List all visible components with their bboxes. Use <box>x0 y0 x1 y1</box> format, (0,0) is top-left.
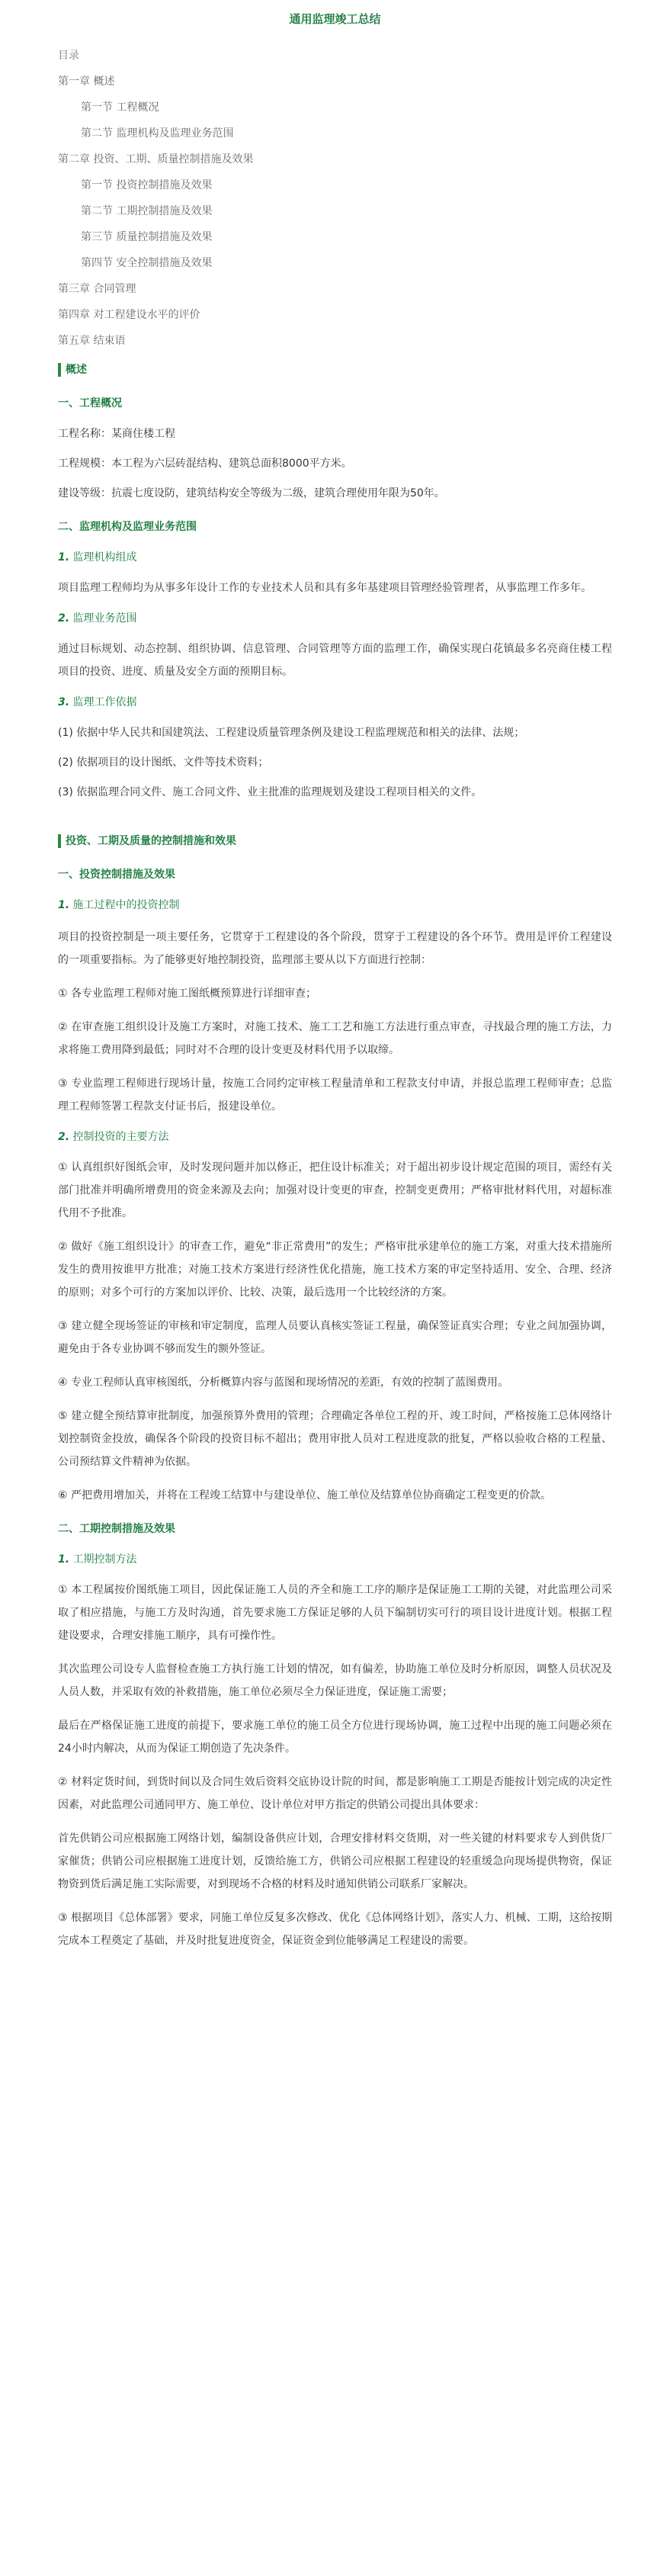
paragraph: 项目的投资控制是一项主要任务，它贯穿于工程建设的各个阶段，贯穿于工程建设的各个环节。费用是评价工程建设的一项重要指标。为了能够更好地控制投资，监理部主要从以下方面进行控制： <box>58 931 612 966</box>
list-item: ③ 专业监理工程师进行现场计量，按施工合同约定审核工程量清单和工程款支付申请，并报总监理工程师审查；总监理工程师签署工程款支付证书后，报建设单位。 <box>58 1078 612 1113</box>
info-line: 建设等级：抗震七度设防，建筑结构安全等级为二级，建筑合理使用年限为50年。 <box>58 487 445 499</box>
toc-item[interactable]: 第二节 工期控制措施及效果 <box>81 205 213 217</box>
toc-item[interactable]: 第一节 工程概况 <box>81 101 159 114</box>
paragraph: 其次监理公司设专人监督检查施工方执行施工计划的情况，如有偏差，协助施工单位及时分析原因，调整人员状况及人员人数，并采取有效的补救措施，施工单位必须尽全力保证进度，保证施工需要； <box>58 1663 612 1698</box>
minor-heading: 2. 控制投资的主要方法 <box>58 1131 169 1143</box>
subsection-heading: 二、工期控制措施及效果 <box>58 1523 175 1535</box>
project-info <box>58 422 612 505</box>
subsection-heading: 二、监理机构及监理业务范围 <box>58 521 197 533</box>
list-item: ① 各专业监理工程师对施工图纸概预算进行详细审查； <box>58 988 316 1000</box>
paragraph: 项目监理工程师均为从事多年设计工作的专业技术人员和具有多年基建项目管理经验管理者，从事监理工作多年。 <box>58 582 591 594</box>
list-item: ④ 专业工程师认真审核图纸，分析概算内容与蓝图和现场情况的差距，有效的控制了蓝图费用。 <box>58 1376 508 1389</box>
minor-heading: 3. 监理工作依据 <box>58 696 137 708</box>
list-item: ③ 建立健全现场签证的审核和审定制度，监理人员要认真核实签证工程量，确保签证真实合理；专业之间加强协调，避免由于各专业协调不够而发生的额外签证。 <box>58 1320 612 1355</box>
list-item: ⑤ 建立健全预结算审批制度，加强预算外费用的管理；合理确定各单位工程的开、竣工时间，严格按施工总体网络计划控制资金投放，确保各个阶段的投资目标不超出；费用审批人员对工程进度款的批复，严格以验收合格的工程量、公司预结算文件精神为依据。 <box>58 1410 612 1468</box>
list-item: ① 本工程属按价图纸施工项目，因此保证施工人员的齐全和施工工序的顺序是保证施工工期的关键，对此监理公司采取了相应措施，与施工方及时沟通，首先要求施工方保证足够的人员下编制切实可行的项目设计进度计划。根据工程建设要求，合理安排施工顺序，具有可操作性。 <box>58 1584 612 1642</box>
toc-item[interactable]: 第五章 结束语 <box>58 335 126 347</box>
toc-item[interactable]: 第四节 安全控制措施及效果 <box>81 257 213 269</box>
list-item: ① 认真组织好图纸会审，及时发现问题并加以修正，把住设计标准关；对于超出初步设计规定范围的项目，需经有关部门批准并明确所增费用的资金来源及去向；加强对设计变更的审查，控制变更费用；严格审批材料代用，对超标准代用不予批准。 <box>58 1161 612 1219</box>
minor-heading: 1. 施工过程中的投资控制 <box>58 899 180 911</box>
minor-heading: 1. 监理机构组成 <box>58 551 137 564</box>
section-heading-control: 投资、工期及质量的控制措施和效果 <box>58 834 612 848</box>
paragraph: 通过目标规划、动态控制、组织协调、信息管理、合同管理等方面的监理工作，确保实现白花镇最多名亮商住楼工程项目的投资、进度、质量及安全方面的预期目标。 <box>58 643 612 678</box>
list-item: (2) 依据项目的设计图纸、文件等技术资料； <box>58 756 269 769</box>
paragraph: 最后在严格保证施工进度的前提下，要求施工单位的施工员全方位进行现场协调，施工过程中出现的施工问题必须在24小时内解决，从而为保证工期创造了先决条件。 <box>58 1720 612 1755</box>
minor-heading: 2. 监理业务范围 <box>58 612 137 625</box>
list-item: ⑥ 严把费用增加关，并将在工程竣工结算中与建设单位、施工单位及结算单位协商确定工程变更的价款。 <box>58 1489 551 1502</box>
info-line: 工程规模：本工程为六层砖混结构、建筑总面积8000平方米。 <box>58 458 352 470</box>
paragraph: 首先供销公司应根据施工网络计划，编制设备供应计划，合理安排材料交货期，对一些关键的材料要求专人到供货厂家催货；供销公司应根据施工进度计划，反馈给施工方，供销公司应根据工程建设的轻重缓急向现场提供物资，保证物资到货后满足施工实际需要，对到现场不合格的材料及时通知供销公司联系厂家解决。 <box>58 1832 612 1890</box>
list-item: ② 材料定货时间，到货时间以及合同生效后资料交底协设计院的时间，都是影响施工工期是否能按计划完成的决定性因素，对此监理公司通同甲方、施工单位、设计单位对甲方指定的供销公司提出具体要求： <box>58 1776 612 1811</box>
subsection-heading: 一、工程概况 <box>58 397 122 410</box>
subsection-heading: 一、投资控制措施及效果 <box>58 869 175 881</box>
list-item: (1) 依据中华人民共和国建筑法、工程建设质量管理条例及建设工程监理规范和相关的法律、法规； <box>58 727 525 739</box>
basis-list <box>58 721 612 804</box>
list-item: ② 在审查施工组织设计及施工方案时，对施工技术、施工工艺和施工方法进行重点审查，寻找最合理的施工方法，力求将施工费用降到最低；同时对不合理的设计变更及材料代用予以取缔。 <box>58 1021 612 1056</box>
list-item: ② 做好《施工组织设计》的审查工作，避免“非正常费用”的发生；严格审批承建单位的施工方案，对重大技术措施所发生的费用按谁甲方批准；对施工技术方案进行经济性优化措施，施工技术方案的审定坚持适用、安全、合理、经济的原则；对多个可行的方案加以评价、比较、决策，最后选用一个比较经济的方案。 <box>58 1241 612 1299</box>
toc-item[interactable]: 第一节 投资控制措施及效果 <box>81 179 213 191</box>
section-heading-overview: 概述 <box>58 363 612 377</box>
list-item: ③ 根据项目《总体部署》要求，同施工单位反复多次修改、优化《总体网络计划》，落实人力、机械、工期，这给按期完成本工程奠定了基础，并及时批复进度资金，保证资金到位能够满足工程建设的需要。 <box>58 1912 612 1947</box>
list-item: (3) 依据监理合同文件、施工合同文件、业主批准的监理规划及建设工程项目相关的文件。 <box>58 786 482 798</box>
toc-item[interactable]: 第二章 投资、工期、质量控制措施及效果 <box>58 153 254 165</box>
table-of-contents <box>58 47 612 349</box>
toc-item[interactable]: 第三章 合同管理 <box>58 283 136 295</box>
info-line: 工程名称：某商住楼工程 <box>58 428 175 440</box>
toc-item[interactable]: 第四章 对工程建设水平的评价 <box>58 309 200 321</box>
document-title: 通用监理竣工总结 <box>289 12 381 26</box>
toc-item[interactable]: 第三节 质量控制措施及效果 <box>81 231 213 243</box>
minor-heading: 1. 工期控制方法 <box>58 1553 137 1566</box>
toc-item[interactable]: 第二节 监理机构及监理业务范围 <box>81 127 234 140</box>
toc-item[interactable]: 第一章 概述 <box>58 75 115 88</box>
toc-heading: 目录 <box>58 50 79 62</box>
